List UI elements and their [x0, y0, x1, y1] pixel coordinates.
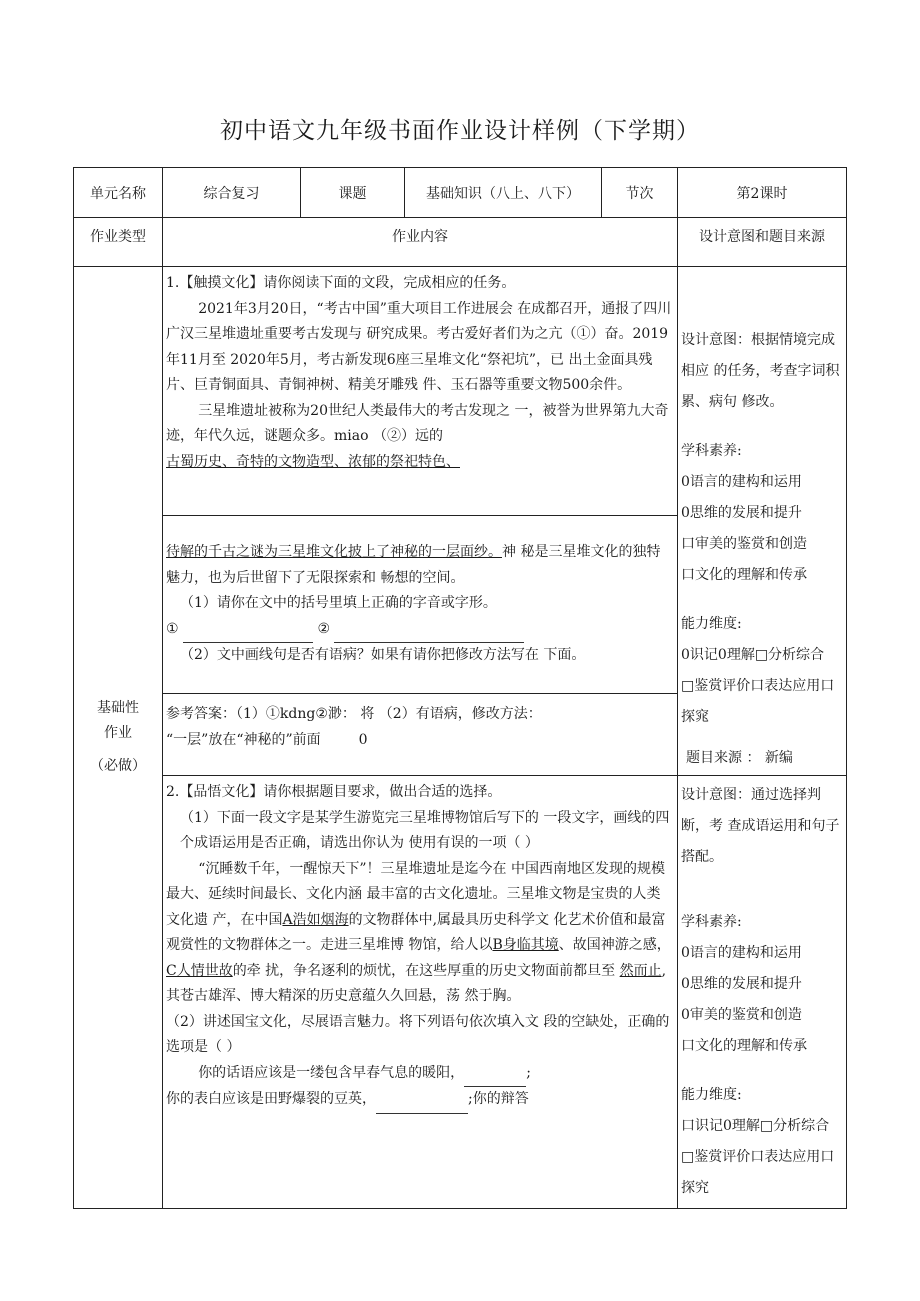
q2-para-start: “沉睡数千年，一醒惊天下”！三星堆遗址是迄今在 中国西南地区发现的规模最大、延续时间最长、文化内涵 最丰富的古文化遗址。三星堆文物是宝贵的人类文化遗 产，在中国	[166, 860, 665, 928]
q1-para2: 三星堆遗址被称为20世纪人类最伟大的考古发现之 一，被誉为世界第九大奇迹，年代久远，谜题众多。miao （②）远的	[166, 402, 669, 444]
q1-literacy-3: 口审美的鉴赏和创造	[681, 536, 807, 552]
q2-line-a: 你的话语应该是一缕包含早春气息的暖阳，	[198, 1064, 465, 1081]
q2-literacy-4: 口文化的理解和传承	[681, 1038, 807, 1054]
topic-label: 课题	[301, 168, 405, 218]
unit-label: 单元名称	[74, 168, 163, 218]
page-title: 初中语文九年级书面作业设计样例（下学期）	[220, 118, 700, 144]
q1-passage-top	[163, 267, 677, 515]
q2-option-d: 然而止	[619, 962, 662, 979]
lesson-value: 第2课时	[678, 168, 847, 218]
blank1-field[interactable]	[183, 617, 313, 644]
header-row	[74, 168, 847, 218]
subheader-row	[74, 218, 847, 267]
q1-task1: （1）请你在文中的括号里填上正确的字音或字形。	[180, 595, 497, 611]
q1-literacy-label: 学科素养:	[681, 443, 742, 459]
q1-row	[74, 267, 847, 776]
q2-option-a: A浩如烟海	[282, 911, 349, 928]
homework-table	[73, 167, 847, 1209]
q2-intent-cell	[678, 776, 847, 1209]
q1-ability-2: □鉴赏评价口表达应用口探窕	[681, 678, 835, 725]
q1-passage-bottom	[163, 515, 677, 693]
q2-option-c: C人情世故	[166, 962, 233, 979]
blank2-field[interactable]	[334, 617, 524, 644]
unit-value: 综合复习	[163, 168, 301, 218]
q1-answer	[163, 693, 677, 753]
lesson-label: 节次	[602, 168, 678, 218]
q1-intent-text: 设计意图：根据情境完成相应 的任务，考查字词积累、病句 修改。	[681, 332, 840, 410]
q1-intent-cell	[678, 267, 847, 776]
q2-para-c-pre: 、故国神游之感，	[558, 937, 671, 953]
q2-literacy-label: 学科素养:	[681, 914, 742, 930]
blank2-label: ②	[317, 620, 331, 637]
q2-line-b-end: ;你的辩答	[468, 1091, 529, 1107]
q1-answer-tail: 0	[358, 731, 368, 748]
q2-line-a-end: ;	[526, 1064, 531, 1081]
homework-type-line1: 基础性	[97, 700, 139, 716]
type-label: 作业类型	[74, 218, 163, 267]
q1-para3-rest: 神 秘是三星堆文化的独特魅力，也为后世留下了无限探索和 畅想的空间。	[166, 544, 661, 586]
q2-ability-2: □鉴赏评价口表达应用口探究	[681, 1149, 835, 1196]
topic-value: 基础知识（八上、八下）	[405, 168, 602, 218]
q2-literacy-3: 0审美的鉴赏和创造	[681, 1007, 802, 1023]
q1-task2: （2）文中画线句是否有语病？如果有请你把修改方法写在 下面。	[180, 647, 586, 663]
q1-ability-1: 0识记0理解□分析综合	[681, 647, 825, 663]
q1-para2-underlined: 古蜀历史、奇特的文物造型、浓郁的祭祀特色、	[166, 453, 460, 470]
homework-type-line3: （必做）	[90, 758, 146, 774]
q1-ability-label: 能力维度:	[681, 616, 742, 632]
q2-para-d-pre: 的牵 扰，争名逐利的烦忧，在这些厚重的历史文物面前都旦至	[232, 962, 620, 979]
q2-ability-label: 能力维度:	[681, 1087, 742, 1103]
q2-literacy-2: 0思维的发展和提升	[681, 976, 802, 992]
content-label: 作业内容	[163, 218, 678, 267]
q1-answer-line2: “一层”放在“神秘的”前面	[166, 731, 321, 748]
q1-heading: 1.【触摸文化】请你阅读下面的文段，完成相应的任务。	[166, 275, 516, 291]
blank1-label: ①	[166, 620, 179, 637]
homework-type-cell	[74, 267, 163, 1209]
q1-content	[163, 267, 678, 776]
q1-para3-underlined: 待解的千古之谜为三星堆文化披上了神秘的一层面纱。	[166, 544, 502, 560]
q1-literacy-2: 0思维的发展和提升	[681, 505, 802, 521]
q2-blank-b[interactable]	[376, 1087, 468, 1114]
q1-literacy-4: 口文化的理解和传承	[681, 567, 807, 583]
q2-intent-text: 设计意图：通过选择判断，考 查成语运用和句子搭配。	[681, 787, 840, 865]
q2-para-b-pre: 的文物群体中,属最具历史科学文 化艺术价值和最富观赏性的文物群体之一。走进三星堆博 物馆，给人以	[166, 911, 666, 953]
q2-ability-1: 口识记0理解□分析综合	[681, 1118, 830, 1134]
q2-literacy-1: 0语言的建构和运用	[681, 945, 802, 961]
q2-content	[163, 776, 678, 1209]
homework-type-line2: 作业	[104, 725, 132, 741]
q2-task2: （2）讲述国宝文化，尽展语言魅力。将下列语句依次填入文 段的空缺处，正确的选项是（ ）	[166, 1013, 670, 1055]
q1-source: 题目来源 ： 新编	[686, 750, 793, 766]
intent-label: 设计意图和题目来源	[678, 218, 847, 267]
q2-heading: 2.【品悟文化】请你根据题目要求，做出合适的选择。	[166, 784, 502, 800]
q1-para1: 2021年3月20日，“考古中国”重大项目工作进展会 在成都召开，通报了四川广汉三星堆遗址重要考古发现与 研究成果。考古爱好者们为之亢（①）奋。2019年11月至 2020年5月，考古新发现6座三星堆文化“祭祀坑”，已 出土金面具残片、巨青铜面具、青铜神树、精美牙雕残 件、玉石器等重要文物500余件。	[166, 300, 672, 393]
q2-row	[74, 776, 847, 1209]
q1-literacy-1: 0语言的建构和运用	[681, 474, 802, 490]
q2-line-b: 你的表白应该是田野爆裂的豆英，	[166, 1091, 376, 1107]
q2-para-end: ,其苍古雄浑、博大精深的历史意蕴久久回悬，荡 然于胸。	[166, 962, 667, 1004]
q2-task1: （1）下面一段文字是某学生游览完三星堆博物馆后写下的 一段文字，画线的四个成语运用是否正确，请选出你认为 使用有误的一项（ ）	[180, 809, 670, 851]
q2-option-b: B身临其境	[492, 937, 559, 953]
q2-blank-a[interactable]	[464, 1061, 526, 1088]
q1-answer-line1: 参考答案：（1）①kdng②渺： 将 （2）有语病，修改方法：	[166, 706, 542, 722]
